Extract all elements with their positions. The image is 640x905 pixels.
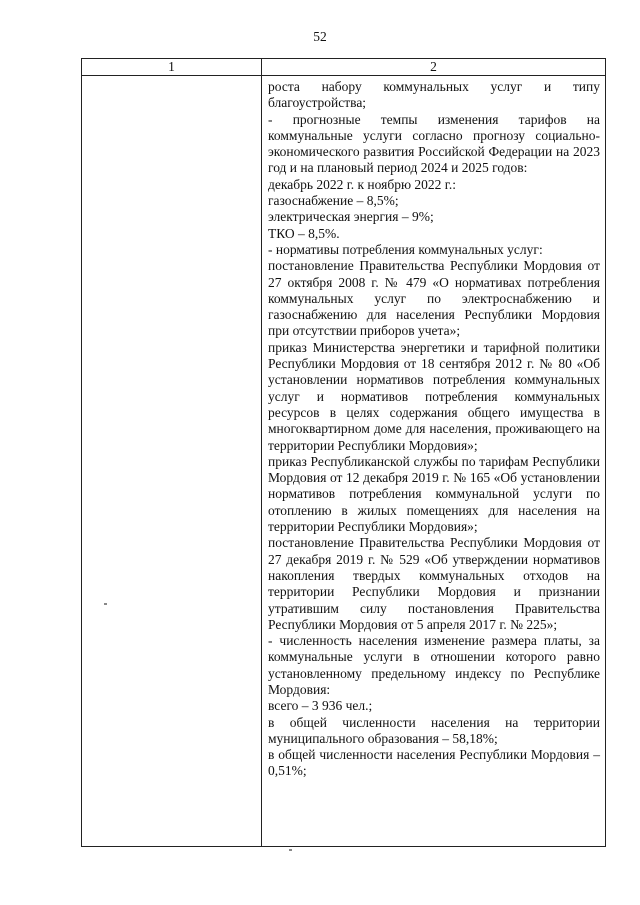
paragraph: декабрь 2022 г. к ноябрю 2022 г.: xyxy=(268,176,456,192)
paragraph: электрическая энергия – 9%; xyxy=(268,209,434,225)
paragraph: в общей численности населения Республики Мордовия – 0,51%; xyxy=(268,747,600,779)
table-row xyxy=(82,76,606,847)
content-cell xyxy=(262,76,606,847)
paragraph: приказ Республиканской службы по тарифам Республики Мордовия от 12 декабря 2019 г. № 165 «Об установлении нормативов потребления коммунальной услуги по отоплению в жилых помещениях для населения на территории Республики Мордовия»; xyxy=(268,453,600,535)
scan-speck xyxy=(104,603,107,605)
page-number: 52 xyxy=(313,29,327,44)
paragraph: всего – 3 936 чел.; xyxy=(268,698,373,714)
left-cell xyxy=(82,76,262,847)
paragraph: приказ Министерства энергетики и тарифной политики Республики Мордовия от 18 сентября 2012 г. № 80 «Об установлении нормативов потребления коммунальных услуг и нормативов потребления коммунальных ресурсов в целях содержания общего имущества в многоквартирном доме для населения, проживающего на территории Республики Мордовия»; xyxy=(268,339,600,453)
paragraph: - нормативы потребления коммунальных услуг: xyxy=(268,241,543,257)
paragraph: постановление Правительства Республики Мордовия от 27 октября 2008 г. № 479 «О нормативах потребления коммунальных услуг по электроснабжению и газоснабжению для населения Республики Мордовия при отсутствии приборов учета»; xyxy=(268,258,600,339)
document-table xyxy=(81,58,606,847)
paragraph: - численность населения изменение размера платы, за коммунальные услуги в отношении которого равно установленному предельному индексу по Республике Мордовия: xyxy=(268,633,600,697)
scan-speck xyxy=(289,849,292,851)
paragraph: ТКО – 8,5%. xyxy=(268,225,340,241)
paragraph: постановление Правительства Республики Мордовия от 27 декабря 2019 г. № 529 «Об утверждении нормативов накопления твердых коммунальных отходов на территории Республики Мордовия и признании утратившим силу постановления Правительства Республики Мордовия от 5 апреля 2017 г. № 225»; xyxy=(268,535,600,632)
column-header-1: 1 xyxy=(82,59,262,76)
paragraph: в общей численности населения на территории муниципального образования – 58,18%; xyxy=(268,714,600,746)
column-header-2: 2 xyxy=(262,59,606,76)
paragraph: роста набору коммунальных услуг и типу благоустройства; xyxy=(268,79,600,111)
paragraph: - прогнозные темпы изменения тарифов на коммунальные услуги согласно прогнозу социально-экономического развития Российской Федерации на 2023 год и на плановый период 2024 и 2025 годов: xyxy=(268,111,600,176)
paragraph: газоснабжение – 8,5%; xyxy=(268,193,399,209)
table-header-row xyxy=(82,59,606,76)
